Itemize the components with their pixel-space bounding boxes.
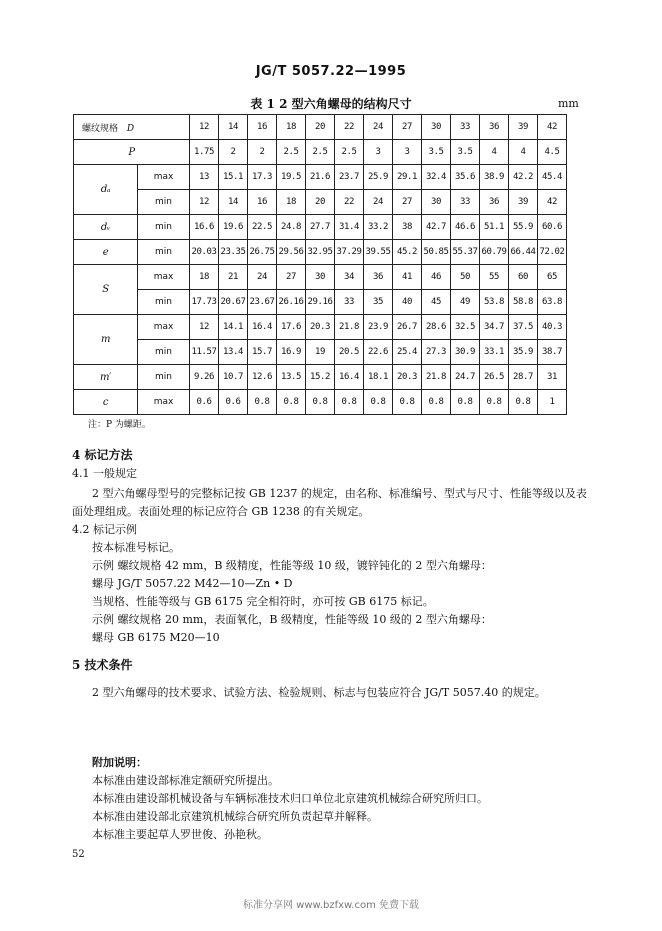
section-4-2-mark2: 螺母 GB 6175 M20—10 [92,631,220,644]
table-cell: 27 [277,265,306,290]
table-cell: 36 [480,190,509,215]
table-cell: 24 [364,190,393,215]
section-4-1-body-line2: 面处理组成。表面处理的标记应符合 GB 1238 的有关规定。 [72,505,370,518]
table-cell: 26.16 [277,290,306,315]
table-cell: 60.6 [538,215,567,240]
table-cell: 51.1 [480,215,509,240]
table-cell: 60 [509,265,538,290]
row-symbol: c [74,390,138,415]
appendix-heading: 附加说明： [92,756,147,769]
row-symbol: S [74,265,138,315]
section-4-2-heading: 4.2 标记示例 [72,523,137,536]
standard-code-header: JG/T 5057.22—1995 [255,64,407,79]
row-limit: max [138,265,190,290]
table-cell: 0.8 [335,390,364,415]
table-cell: 27.3 [422,340,451,365]
table-cell: 72.02 [538,240,567,265]
table-row [74,165,567,190]
table-cell: 39.55 [364,240,393,265]
size-header-value: 20 [306,115,335,140]
table-cell: 33.1 [480,340,509,365]
table-cell: 15.2 [306,365,335,390]
table-cell: 63.8 [538,290,567,315]
table-cell: 18 [277,190,306,215]
table-cell: 2.5 [277,140,306,165]
table-cell: 46.6 [451,215,480,240]
table-cell: 50.85 [422,240,451,265]
table-cell: 0.8 [277,390,306,415]
table-title: 表 1 2 型六角螺母的结构尺寸 [250,97,412,111]
table-cell: 50 [451,265,480,290]
table-cell: 23.35 [219,240,248,265]
table-cell: 22 [335,190,364,215]
table-cell: 40.3 [538,315,567,340]
table-cell: 29.56 [277,240,306,265]
row-limit: min [138,240,190,265]
table-cell: 55.37 [451,240,480,265]
row-limit: min [138,340,190,365]
row-limit: min [138,215,190,240]
table-cell: 3.5 [451,140,480,165]
table-cell: 22.5 [248,215,277,240]
table-cell: 28.6 [422,315,451,340]
table-cell: 38.7 [538,340,567,365]
table-row [74,265,567,290]
table-cell: 0.8 [451,390,480,415]
appendix-line3: 本标准由建设部北京建筑机械综合研究所负责起草并解释。 [92,810,378,823]
table-cell: 23.67 [248,290,277,315]
table-cell: 0.8 [364,390,393,415]
table-cell: 19 [306,340,335,365]
size-header-value: 42 [538,115,567,140]
table-cell: 55 [480,265,509,290]
table-cell: 20.5 [335,340,364,365]
table-row [74,215,567,240]
table-cell: 42.2 [509,165,538,190]
table-cell: 35.6 [451,165,480,190]
table-row [74,240,567,265]
table-cell: 35 [364,290,393,315]
table-cell: 31 [538,365,567,390]
section-5-body: 2 型六角螺母的技术要求、试验方法、检验规则、标志与包装应符合 JG/T 5057.40 的规定。 [92,686,546,699]
table-cell: 11.57 [190,340,219,365]
section-4-2-line1: 按本标准号标记。 [92,541,180,554]
table-cell: 37.5 [509,315,538,340]
size-header-symbol: D [126,123,135,134]
table-cell: 2.5 [335,140,364,165]
row-limit: min [138,190,190,215]
section-5-heading: 5 技术条件 [72,658,133,672]
table-cell: 0.8 [422,390,451,415]
table-row [74,315,567,340]
table-cell: 27 [393,190,422,215]
table-cell: 2 [219,140,248,165]
table-cell: 4 [509,140,538,165]
table-cell: 33 [451,190,480,215]
table-cell: 29.16 [306,290,335,315]
table-cell: 17.6 [277,315,306,340]
table-cell: 26.75 [248,240,277,265]
table-cell: 20 [306,190,335,215]
table-cell: 35.9 [509,340,538,365]
size-header-cell [74,115,190,140]
table-cell: 13 [190,165,219,190]
table-row [74,390,567,415]
section-4-1-body-line1: 2 型六角螺母型号的完整标记按 GB 1237 的规定，由名称、标准编号、型式与尺寸、性能等级以及表 [92,487,587,500]
table-cell: 0.8 [248,390,277,415]
table-cell: 45.4 [538,165,567,190]
table-cell: 30.9 [451,340,480,365]
table-cell: 14.1 [219,315,248,340]
row-limit: min [138,365,190,390]
row-limit: max [138,165,190,190]
table-cell: 20.03 [190,240,219,265]
table-cell: 0.8 [393,390,422,415]
table-cell: 26.5 [480,365,509,390]
table-cell: 20.3 [393,365,422,390]
table-cell: 4 [480,140,509,165]
table-cell: 17.73 [190,290,219,315]
table-cell: 40 [393,290,422,315]
table-cell: 4.5 [538,140,567,165]
table-cell: 38.9 [480,165,509,190]
table-cell: 39 [509,190,538,215]
section-4-heading: 4 标记方法 [72,448,133,462]
table-cell: 46 [422,265,451,290]
page-number: 52 [72,849,85,860]
size-header-value: 16 [248,115,277,140]
table-cell: 12 [190,315,219,340]
table-cell: 25.9 [364,165,393,190]
table-cell: 19.6 [219,215,248,240]
table-row [74,290,567,315]
size-header-value: 30 [422,115,451,140]
table-cell: 21.8 [422,365,451,390]
table-cell: 66.44 [509,240,538,265]
table-row [74,365,567,390]
table-cell: 45.2 [393,240,422,265]
dimension-table [73,114,567,415]
size-header-value: 27 [393,115,422,140]
size-header-value: 22 [335,115,364,140]
row-symbol: e [74,240,138,265]
table-cell: 0.6 [219,390,248,415]
table-cell: 33.2 [364,215,393,240]
row-symbol: m′ [74,365,138,390]
table-cell: 31.4 [335,215,364,240]
section-4-2-mark1: 螺母 JG/T 5057.22 M42—10—Zn • D [92,577,293,590]
table-cell: 14 [219,190,248,215]
section-4-1-heading: 4.1 一般规定 [72,467,137,480]
table-cell: 1.75 [190,140,219,165]
size-header-label: 螺纹规格 [82,123,119,134]
section-4-2-example1: 示例 螺纹规格 42 mm，B 级精度，性能等级 10 级，镀锌钝化的 2 型六角螺母： [92,559,492,572]
table-cell: 16 [248,190,277,215]
appendix-line2: 本标准由建设部机械设备与车辆标准技术归口单位北京建筑机械综合研究所归口。 [92,792,488,805]
table-cell: 23.7 [335,165,364,190]
table-cell: 0.6 [190,390,219,415]
table-cell: 53.8 [480,290,509,315]
table-cell: 65 [538,265,567,290]
table-cell: 24.8 [277,215,306,240]
size-header-value: 24 [364,115,393,140]
table-row [74,340,567,365]
table-cell: 13.5 [277,365,306,390]
row-limit: max [138,315,190,340]
row-symbol: P [74,140,190,165]
row-symbol: dₐ [74,165,138,215]
table-cell: 24.7 [451,365,480,390]
row-symbol: m [74,315,138,365]
table-cell: 17.3 [248,165,277,190]
table-cell: 12 [190,190,219,215]
table-cell: 45 [422,290,451,315]
section-4-2-line4: 当规格、性能等级与 GB 6175 完全相符时，亦可按 GB 6175 标记。 [92,595,434,608]
table-cell: 32.5 [451,315,480,340]
table-cell: 55.9 [509,215,538,240]
table-cell: 3.5 [422,140,451,165]
table-cell: 21.6 [306,165,335,190]
table-cell: 36 [364,265,393,290]
table-cell: 21.8 [335,315,364,340]
table-cell: 60.79 [480,240,509,265]
table-cell: 28.7 [509,365,538,390]
table-cell: 34 [335,265,364,290]
appendix-line1: 本标准由建设部标准定额研究所提出。 [92,774,279,787]
table-cell: 0.8 [480,390,509,415]
appendix-line4: 本标准主要起草人罗世俊、孙艳秋。 [92,828,268,841]
section-4-2-example2: 示例 螺纹规格 20 mm，表面氧化，B 级精度，性能等级 10 级的 2 型六角螺母： [92,613,492,626]
table-cell: 26.7 [393,315,422,340]
table-cell: 21 [219,265,248,290]
table-cell: 20.3 [306,315,335,340]
table-cell: 42 [538,190,567,215]
watermark-text: 标准分享网 www.bzfxw.com 免费下载 [243,900,419,911]
table-cell: 16.9 [277,340,306,365]
table-cell: 13.4 [219,340,248,365]
table-cell: 16.4 [335,365,364,390]
size-header-value: 39 [509,115,538,140]
table-cell: 41 [393,265,422,290]
table-cell: 1 [538,390,567,415]
table-cell: 2.5 [306,140,335,165]
table-cell: 12.6 [248,365,277,390]
table-cell: 24 [248,265,277,290]
table-cell: 9.26 [190,365,219,390]
table-cell: 2 [248,140,277,165]
table-cell: 25.4 [393,340,422,365]
table-cell: 19.5 [277,165,306,190]
table-cell: 22.6 [364,340,393,365]
table-cell: 30 [306,265,335,290]
table-cell: 0.8 [509,390,538,415]
table-cell: 23.9 [364,315,393,340]
table-cell: 29.1 [393,165,422,190]
size-header-value: 14 [219,115,248,140]
table-note: 注：P 为螺距。 [88,420,151,430]
size-header-value: 36 [480,115,509,140]
table-cell: 10.7 [219,365,248,390]
table-cell: 0.8 [306,390,335,415]
table-cell: 16.4 [248,315,277,340]
table-cell: 30 [422,190,451,215]
table-cell: 3 [364,140,393,165]
table-cell: 42.7 [422,215,451,240]
table-cell: 49 [451,290,480,315]
row-limit: max [138,390,190,415]
table-cell: 15.7 [248,340,277,365]
table-cell: 34.7 [480,315,509,340]
table-header-row [74,115,567,140]
table-cell: 37.29 [335,240,364,265]
size-header-value: 12 [190,115,219,140]
table-cell: 18 [190,265,219,290]
table-cell: 15.1 [219,165,248,190]
table-row [74,140,567,165]
table-cell: 27.7 [306,215,335,240]
table-row [74,190,567,215]
table-cell: 3 [393,140,422,165]
table-unit: mm [558,97,579,110]
table-cell: 33 [335,290,364,315]
table-cell: 18.1 [364,365,393,390]
row-limit: min [138,290,190,315]
size-header-value: 18 [277,115,306,140]
table-cell: 58.8 [509,290,538,315]
size-header-value: 33 [451,115,480,140]
table-cell: 32.95 [306,240,335,265]
row-symbol: dᵥ [74,215,138,240]
table-cell: 16.6 [190,215,219,240]
table-cell: 20.67 [219,290,248,315]
table-cell: 38 [393,215,422,240]
table-cell: 32.4 [422,165,451,190]
